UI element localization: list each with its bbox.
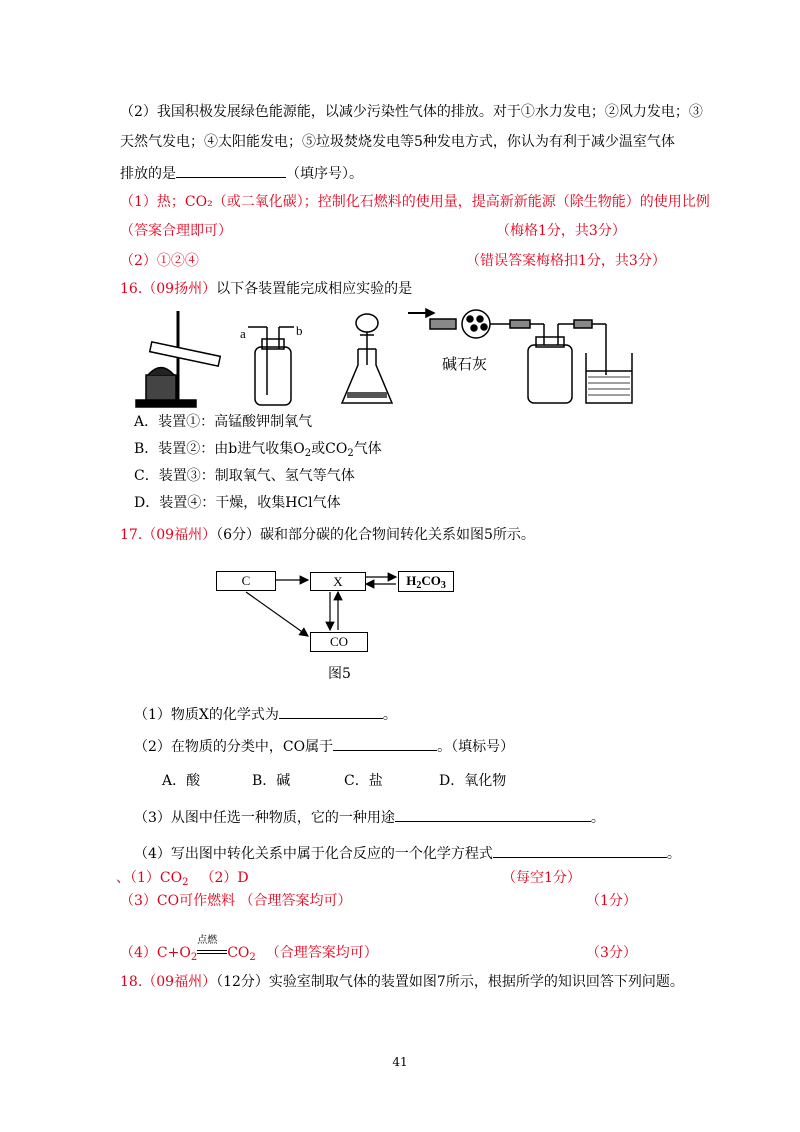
q15-line3-prefix: 排放的是	[120, 166, 176, 182]
q17-choice-d: D．氧化物	[439, 773, 507, 789]
q17-sub4-blank	[493, 843, 667, 858]
q15-answer1-line1: （1）热；CO₂（或二氧化碳）；控制化石燃料的使用量，提高新新能源（除生物能）的使用比例	[120, 194, 710, 210]
q15-answer1-note-right: （梅格1分，共3分）	[496, 223, 626, 239]
q16-option-b	[134, 440, 382, 458]
q15-answer-blank	[176, 163, 286, 178]
q17-number: 17.（09福州）	[120, 527, 217, 543]
subscript: 3	[440, 580, 446, 591]
reaction-condition-mark	[197, 935, 227, 960]
q17-sub3	[134, 807, 605, 827]
apparatus-2-label-b: b	[296, 323, 303, 338]
subscript: 2	[190, 952, 198, 963]
q17-stem-text: （6分）碳和部分碳的化合物间转化关系如图5所示。	[216, 527, 535, 543]
subscript: 2	[347, 448, 354, 459]
q17-ans1-left: 、（1）CO	[116, 870, 183, 886]
q17-answer-line2-right: （1分）	[586, 893, 637, 909]
q17-answer-line3	[120, 935, 378, 963]
q17-sub3-text: （3）从图中任选一种物质，它的一种用途	[134, 810, 395, 826]
ignite-condition: 点燃	[197, 935, 218, 946]
q17-sub2-suffix: 。（填标号）	[437, 739, 515, 755]
q16-option-d: D．装置④：干燥，收集HCl气体	[134, 495, 341, 511]
q17-sub1-text: （1）物质X的化学式为	[134, 707, 279, 723]
period: 。	[382, 707, 397, 723]
q16-option-c: C．装置③：制取氧气、氢气等气体	[134, 468, 355, 484]
q16-option-b-pre: B．装置②：由b进气收集O	[134, 441, 305, 457]
q17-sub1	[134, 704, 397, 724]
q17-ans1-mid: （2）D	[200, 870, 249, 886]
node-x: X	[310, 572, 366, 591]
subscript: 2	[416, 580, 422, 591]
q15-part2-line1: （2）我国积极发展绿色能源能，以减少污染性气体的排放。对于①水力发电；②风力发电；③	[120, 104, 703, 120]
q16-option-b-post: 气体	[353, 441, 382, 457]
apparatus-3-flask-funnel	[342, 314, 392, 403]
q17-ans3-product: CO	[227, 945, 250, 961]
q17-sub2-blank	[333, 736, 437, 751]
q17-sub2-text: （2）在物质的分类中，CO属于	[134, 739, 334, 755]
q18-number: 18.（09福州）	[120, 974, 217, 990]
q17-sub4-text: （4）写出图中转化关系中属于化合反应的一个化学方程式	[134, 846, 493, 862]
node-c: C	[216, 571, 276, 591]
q17-sub3-blank	[395, 807, 591, 822]
q17-sub1-blank	[279, 704, 383, 719]
apparatus-2-label-a: a	[240, 326, 246, 341]
subscript: 2	[304, 448, 312, 459]
apparatus-2-gas-bottle	[248, 327, 294, 405]
soda-lime-label: 碱石灰	[442, 355, 488, 373]
q17-ans3-left: （4）C+O	[120, 945, 191, 961]
q17-choice-a: A．酸	[162, 773, 201, 789]
q15-answer2-right: （错误答案梅格扣1分，共3分）	[466, 253, 666, 269]
q17-answer-line3-right: （3分）	[586, 945, 637, 961]
h2co3-co: CO	[421, 573, 441, 588]
period: 。	[590, 810, 605, 826]
q16-number: 16.（09扬州）	[120, 281, 217, 297]
q16-stem-text: 以下各装置能完成相应实验的是	[216, 281, 413, 297]
q17-sub2	[134, 736, 514, 756]
q17-answer-line2: （3）CO可作燃料 （合理答案均可）	[120, 893, 352, 909]
equation-line-top	[197, 950, 227, 951]
page-number: 41	[392, 1055, 408, 1069]
q15-part2-line3	[120, 163, 363, 183]
q16-option-b-mid: 或CO	[311, 441, 348, 457]
q17-stem	[120, 526, 535, 544]
q17-answer-line1	[116, 869, 249, 887]
node-h2co3	[398, 571, 454, 592]
q17-answer-line1-right: （每空1分）	[502, 870, 581, 886]
q17-choice-b: B．碱	[252, 773, 291, 789]
subscript: 2	[249, 952, 256, 963]
arrow-c-to-co	[246, 592, 308, 636]
q15-answer1-note-left: （答案合理即可）	[120, 223, 232, 239]
q18-stem	[120, 973, 684, 991]
equation-line-bottom	[197, 953, 227, 954]
h2co3-h: H	[406, 573, 417, 588]
q16-option-a: A．装置①：高锰酸钾制氧气	[134, 414, 313, 430]
figure5-caption: 图5	[328, 666, 351, 682]
q18-stem-text: （12分）实验室制取气体的装置如图7所示，根据所学的知识回答下列问题。	[216, 974, 684, 990]
q15-line3-suffix: （填序号）。	[286, 166, 363, 182]
q16-stem	[120, 280, 412, 298]
q15-part2-line2: 天然气发电；④太阳能发电；⑤垃圾焚烧发电等5种发电方式，你认为有利于减少温室气体	[120, 134, 675, 150]
q17-choice-c: C．盐	[344, 773, 383, 789]
q17-ans3-note: （合理答案均可）	[265, 945, 378, 961]
apparatus-1-heating-setup	[136, 311, 220, 407]
q17-sub4	[134, 843, 681, 863]
q16-apparatus-figure	[130, 305, 650, 415]
q15-answer2-left: （2）①②④	[120, 253, 199, 269]
period: 。	[666, 846, 681, 862]
subscript: 2	[182, 877, 189, 888]
node-co: CO	[310, 632, 368, 652]
